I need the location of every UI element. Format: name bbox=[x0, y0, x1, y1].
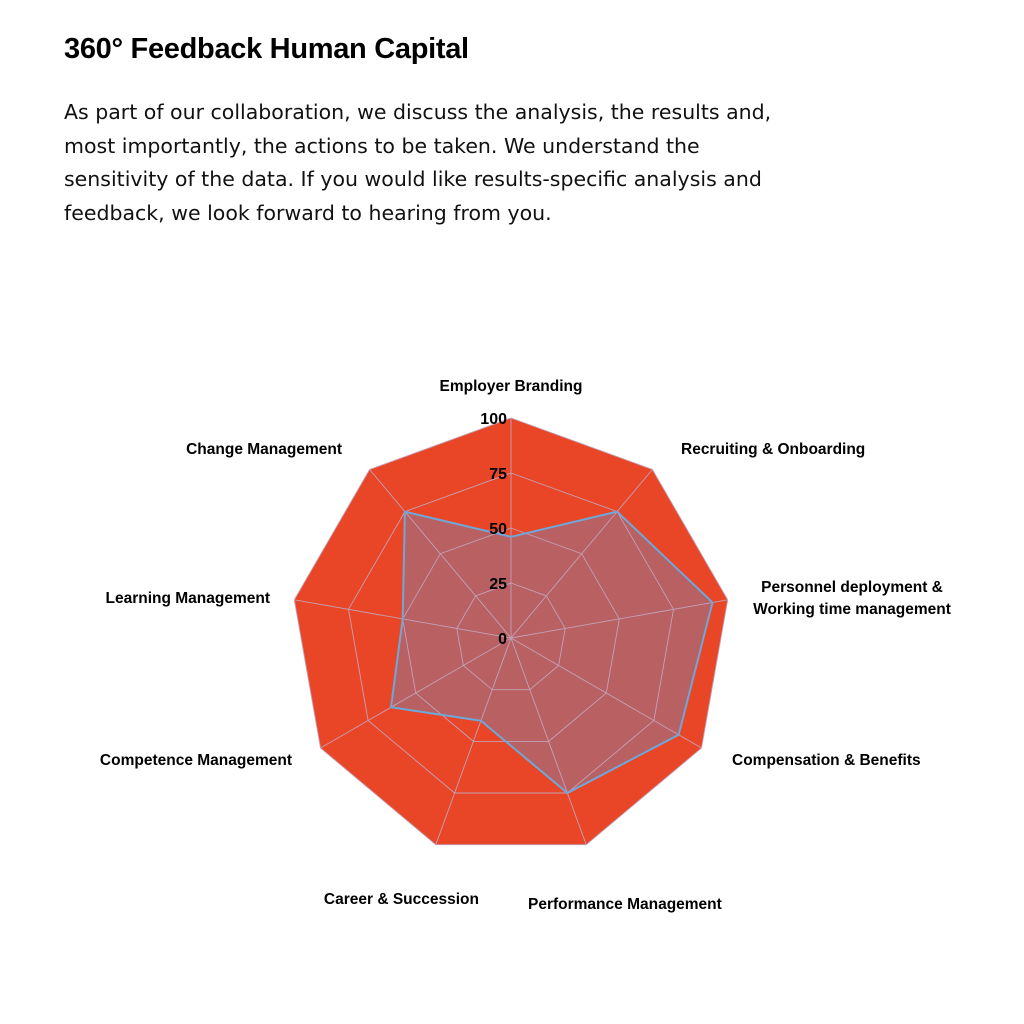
axis-label-line: Recruiting & Onboarding bbox=[681, 441, 866, 458]
axis-label bbox=[100, 752, 292, 769]
intro-line: feedback, we look forward to hearing from you. bbox=[64, 200, 552, 225]
axis-label bbox=[732, 752, 921, 769]
axis-label-line: Change Management bbox=[186, 441, 342, 458]
page-title: 360° Feedback Human Capital bbox=[64, 33, 469, 65]
axis-label bbox=[324, 891, 479, 908]
intro-line: sensitivity of the data. If you would like results-specific analysis and bbox=[64, 167, 762, 191]
radial-tick-label: 50 bbox=[489, 521, 507, 538]
axis-label-line: Employer Branding bbox=[439, 378, 583, 395]
axis-label-line: Performance Management bbox=[528, 896, 722, 913]
radial-tick-label: 25 bbox=[489, 576, 507, 593]
axis-label-line: Career & Succession bbox=[323, 891, 479, 908]
axis-label-line: Competence Management bbox=[99, 752, 292, 769]
radial-tick-label: 100 bbox=[480, 411, 507, 428]
axis-label-line: Working time management bbox=[753, 601, 951, 618]
axis-label bbox=[440, 378, 583, 395]
axis-label bbox=[753, 579, 951, 618]
radial-tick-label: 0 bbox=[498, 631, 507, 648]
axis-label bbox=[681, 441, 865, 458]
intro-line: most importantly, the actions to be taken. We understand the bbox=[64, 133, 700, 158]
intro-line: As part of our collaboration, we discuss the analysis, the results and, bbox=[64, 100, 772, 124]
axis-label bbox=[186, 441, 342, 458]
axis-label bbox=[528, 896, 722, 913]
axis-label-line: Personnel deployment & bbox=[761, 579, 943, 596]
axis-label-line: Learning Management bbox=[105, 590, 270, 607]
radial-tick-label: 75 bbox=[489, 466, 507, 483]
axis-label bbox=[106, 590, 271, 607]
axis-label-line: Compensation & Benefits bbox=[732, 752, 921, 769]
